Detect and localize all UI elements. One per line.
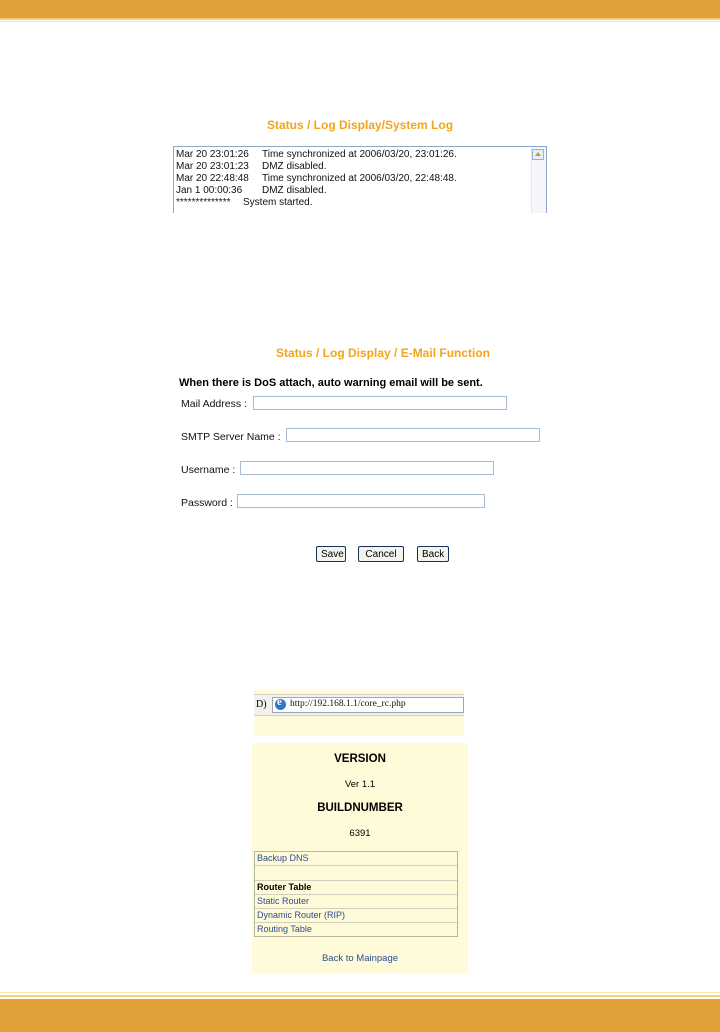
url-field[interactable]: [272, 697, 464, 713]
bottom-banner: [0, 999, 720, 1032]
address-bar: [254, 694, 464, 716]
bottom-divider: [0, 995, 720, 997]
version-panel: [252, 743, 468, 973]
log-message: System started.: [243, 197, 313, 208]
scroll-up-arrow-icon[interactable]: [532, 149, 544, 160]
log-date: Mar 20 22:48:48: [176, 173, 249, 184]
mail-address-label: Mail Address :: [181, 398, 247, 410]
password-input[interactable]: [237, 494, 485, 508]
top-divider: [0, 18, 720, 20]
router-table-heading: Router Table: [255, 881, 457, 895]
log-scrollbar[interactable]: [531, 147, 546, 213]
back-to-mainpage-link[interactable]: Back to Mainpage: [321, 953, 399, 964]
router-menu-table: [254, 851, 458, 937]
password-label: Password :: [181, 497, 233, 509]
log-line: [176, 197, 457, 209]
smtp-server-label: SMTP Server Name :: [181, 431, 281, 443]
browser-page-icon: [275, 699, 286, 710]
dos-warning-note: When there is DoS attach, auto warning email will be sent.: [179, 377, 483, 389]
log-line: [176, 161, 457, 173]
mail-address-input[interactable]: [253, 396, 507, 410]
syslog-title: Status / Log Display/System Log: [267, 118, 454, 132]
log-date: Mar 20 23:01:26: [176, 149, 249, 160]
smtp-server-input[interactable]: [286, 428, 540, 442]
menu-fragment: D): [256, 699, 267, 710]
log-message: DMZ disabled.: [262, 185, 327, 196]
version-value: Ver 1.1: [344, 779, 376, 790]
menu-item-dynamic-router[interactable]: Dynamic Router (RIP): [255, 909, 457, 923]
log-message: Time synchronized at 2006/03/20, 22:48:48.: [262, 173, 457, 184]
url-text: http://192.168.1.1/core_rc.php: [290, 699, 406, 709]
back-button[interactable]: Back: [417, 546, 449, 562]
log-line: [176, 149, 457, 161]
bottom-divider-thin: [0, 992, 720, 993]
buildnumber-value: 6391: [349, 828, 371, 839]
log-line: [176, 185, 457, 197]
version-heading: VERSION: [334, 753, 386, 765]
menu-blank-row: [255, 866, 457, 881]
browser-window: [254, 690, 464, 736]
save-button[interactable]: Save: [316, 546, 346, 562]
log-message: DMZ disabled.: [262, 161, 327, 172]
log-date: **************: [176, 197, 231, 208]
menu-item-backup-dns[interactable]: Backup DNS: [255, 852, 457, 866]
log-message: Time synchronized at 2006/03/20, 23:01:26.: [262, 149, 457, 160]
username-label: Username :: [181, 464, 236, 476]
username-input[interactable]: [240, 461, 494, 475]
email-title: Status / Log Display / E-Mail Function: [276, 346, 491, 360]
buildnumber-heading: BUILDNUMBER: [317, 802, 403, 814]
log-date: Jan 1 00:00:36: [176, 185, 243, 196]
top-banner: [0, 0, 720, 18]
menu-item-routing-table[interactable]: Routing Table: [257, 924, 312, 934]
log-lines: [176, 149, 457, 209]
top-divider-thin: [0, 21, 720, 22]
log-date: Mar 20 23:01:23: [176, 161, 249, 172]
cancel-button[interactable]: Cancel: [358, 546, 404, 562]
system-log-textarea[interactable]: [173, 146, 547, 213]
menu-item-static-router[interactable]: Static Router: [255, 895, 457, 909]
log-line: [176, 173, 457, 185]
